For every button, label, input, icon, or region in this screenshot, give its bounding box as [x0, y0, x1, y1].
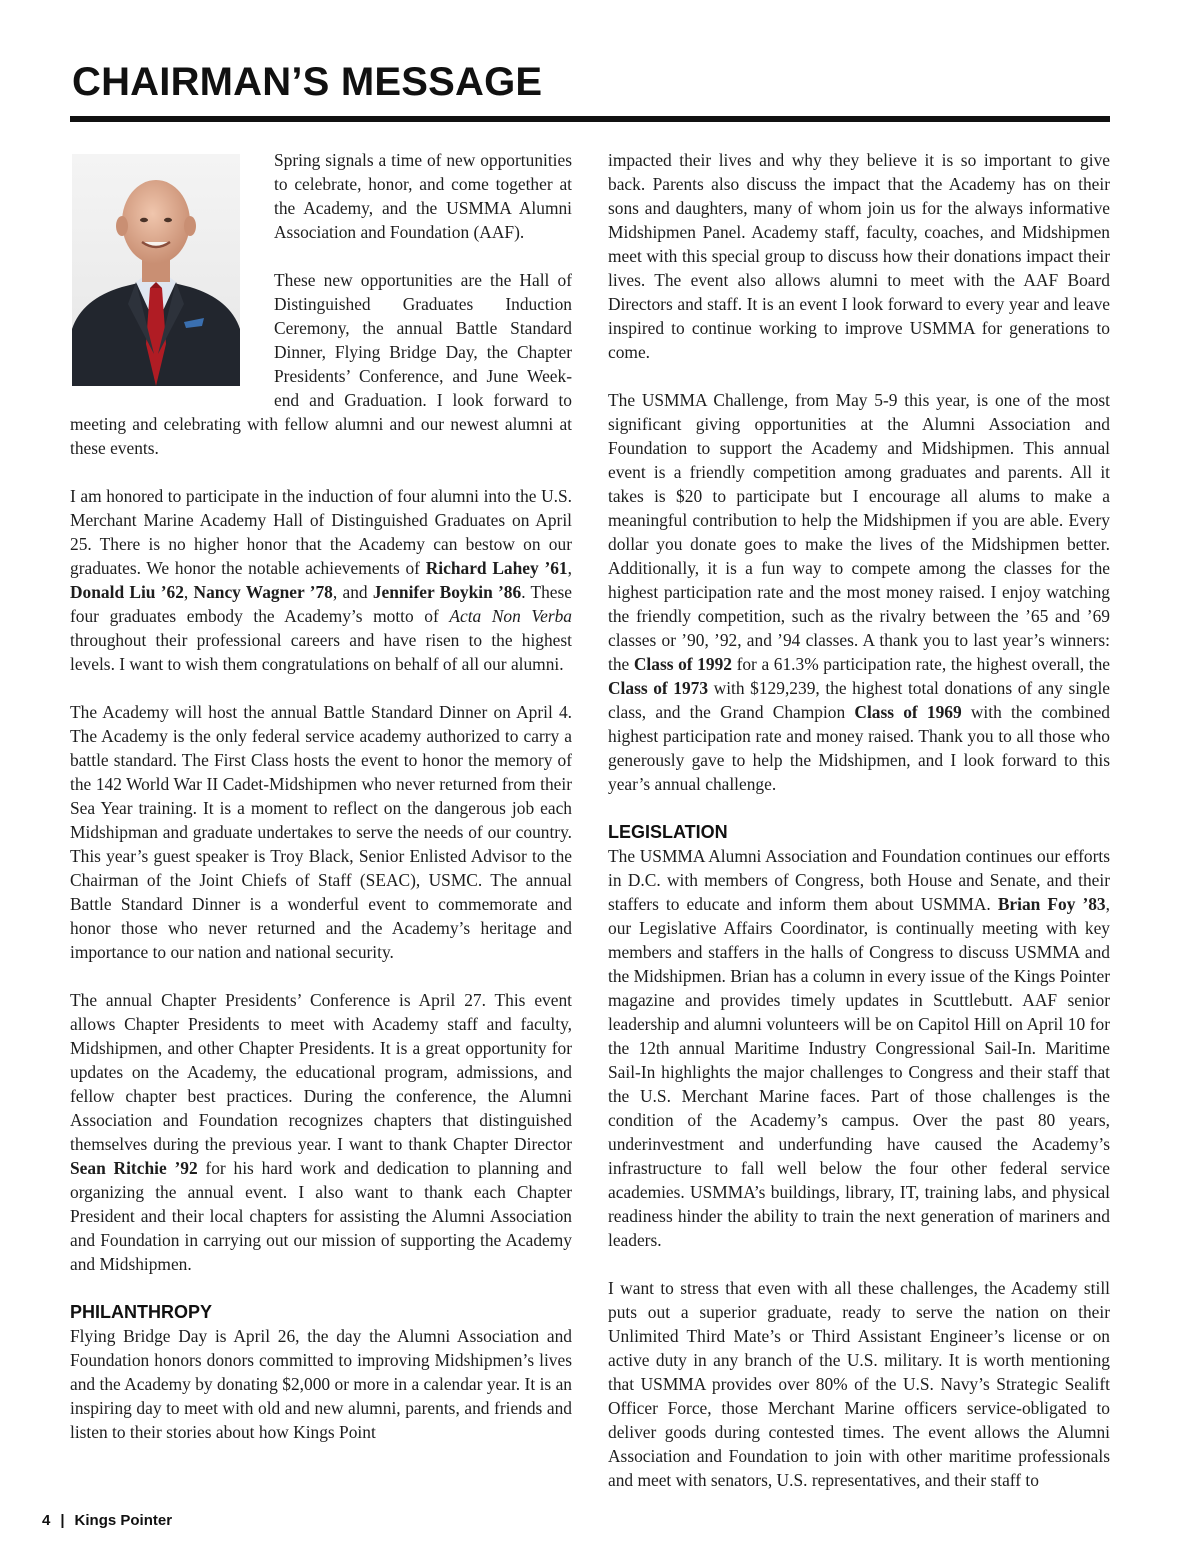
text-run: ,	[183, 582, 194, 602]
text-run: , and	[332, 582, 373, 602]
left-paragraph-flying-bridge: Flying Bridge Day is April 26, the day the Alumni Association and Foundation honors donors committed to improving Midshipmen’s lives and the Academy by donating $2,000 or more in a calendar year. It is an inspiring day to meet with old and new alumni, parents, and friends and listen to their stories about how Kings Point	[70, 1326, 572, 1442]
text-run: The USMMA Challenge, from May 5-9 this year, is one of the most significant giving opportunities at the Alumni Association and Foundation to support the Academy and Midshipmen. This annual event is a friendly competition among graduates and parents. All it takes is $20 to participate but I encourage all alums to make a meaningful contribution to help the Midshipmen if you are able. Every dollar you donate goes to make the lives of the Midshipmen better. Additionally, it is a fun way to compete among the classes for the highest participation rate and the most money raised. I enjoy watching the friendly competition, such as the rivalry between the ’65 and ’69 classes or ’90, ’92, and ’94 classes. A thank you to last year’s winners: the	[608, 390, 1110, 674]
text-run: The USMMA Alumni Association and Foundation continues our efforts in D.C. with members of Congress, both House and Senate, and their staffers to educate and inform them about USMMA.	[608, 846, 1110, 914]
text-run: . These four graduates embody the Academy’s motto of	[70, 582, 572, 626]
coordinator-name: Brian Foy ’83	[997, 894, 1106, 914]
page-number: 4	[42, 1512, 51, 1529]
text-run: for his hard work and dedication to planning and organizing the annual event. I also want to thank each Chapter President and their local chapters for assisting the Alumni Association and Foundation in carrying out our mission of supporting the Academy and Midshipmen.	[70, 1158, 572, 1274]
right-paragraph-usmma-challenge	[608, 388, 1110, 796]
left-paragraph-opportunities: These new opportunities are the Hall of Distinguished Graduates Induction Ceremony, the annual Battle Standard Dinner, Flying Bridge Day, the Chapter Presidents’ Conference, and June Week-end and Graduation. I look forward to meeting and celebrating with fellow alumni and our newest alumni at these events.	[70, 270, 572, 458]
chapter-director-name: Sean Ritchie ’92	[70, 1158, 198, 1178]
winning-class: Class of 1992	[633, 654, 732, 674]
left-paragraph-hall-of-graduates	[70, 484, 572, 676]
left-paragraph-intro: Spring signals a time of new opportunities to celebrate, honor, and come together at the Academy, and the USMMA Alumni Association and Foundation (AAF).	[274, 150, 572, 242]
honoree-name: Nancy Wagner ’78	[193, 582, 333, 602]
right-column	[608, 148, 1110, 1498]
academy-motto: Acta Non Verba	[449, 606, 572, 626]
right-paragraph-continued: impacted their lives and why they believe it is so important to give back. Parents also discuss the impact that the Academy has on their sons and daughters, many of whom join us for the always informative Midshipmen Panel. Academy staff, faculty, coaches, and Midshipmen meet with this special group to discuss how their donations impact their lives. The event also allows alumni to meet with the AAF Board Directors and staff. It is an event I look forward to every year and leave inspired to continue working to improve USMMA for generations to come.	[608, 150, 1110, 362]
winning-class: Class of 1969	[854, 702, 962, 722]
left-paragraph-battle-standard: The Academy will host the annual Battle Standard Dinner on April 4. The Academy is the only federal service academy authorized to carry a battle standard. The First Class hosts the event to honor the memory of the 142 World War II Cadet-Midshipmen who never returned from their Sea Year training. It is a moment to reflect on the dangerous job each Midshipman and graduate undertakes to serve the needs of our country. This year’s guest speaker is Troy Black, Senior Enlisted Advisor to the Chairman of the Joint Chiefs of Staff (SEAC), USMC. The annual Battle Standard Dinner is a wonderful event to commemorate and honor those who never returned and the Academy’s heritage and importance to our nation and national security.	[70, 702, 572, 962]
text-run: throughout their professional careers and have risen to the highest levels. I want to wish them congratulations on behalf of all our alumni.	[70, 630, 572, 674]
right-paragraph-legislation	[608, 844, 1110, 1252]
text-run: with the combined highest participation rate and money raised. Thank you to all those who generously gave to help the Midshipmen, and I look forward to this year’s annual challenge.	[608, 702, 1110, 794]
footer-separator: |	[60, 1512, 65, 1529]
text-run: for a 61.3% participation rate, the highest overall, the	[731, 654, 1110, 674]
page-footer	[42, 1512, 172, 1529]
section-heading-philanthropy: PHILANTHROPY	[70, 1302, 213, 1322]
section-heading-legislation: LEGISLATION	[608, 822, 728, 842]
winning-class: Class of 1973	[608, 678, 709, 698]
text-run: ,	[567, 558, 572, 578]
text-run: , our Legislative Affairs Coordinator, is continually meeting with key members and staffers in the halls of Congress to discuss USMMA and the Midshipmen. Brian has a column in every issue of the Kings Pointer magazine and provides timely updates in Scuttlebutt. AAF senior leadership and alumni volunteers will be on Capitol Hill on April 10 for the 12th annual Maritime Industry Congressional Sail-In. Maritime Sail-In highlights the major challenges to Congress and their staff that the U.S. Merchant Marine faces. Part of those challenges is the condition of the Academy’s campus. Over the past 80 years, underinvestment and underfunding have caused the Academy’s infrastructure to fall well below the four other federal service academies. USMMA’s buildings, library, IT, training labs, and physical readiness hinder the ability to train the next generation of mariners and leaders.	[608, 894, 1110, 1250]
text-run: The annual Chapter Presidents’ Conference is April 27. This event allows Chapter Presidents to meet with Academy staff and faculty, Midshipmen, and other Chapter Presidents. It is a great opportunity for updates on the Academy, the educational program, admissions, and fellow chapter best practices. During the conference, the Alumni Association and Foundation recognizes chapters that distinguished themselves during the previous year. I want to thank Chapter Director	[70, 990, 572, 1154]
honoree-name: Richard Lahey ’61	[425, 558, 568, 578]
honoree-name: Jennifer Boykin ’86	[372, 582, 522, 602]
left-column	[70, 148, 572, 1498]
portrait-photo-icon	[72, 154, 240, 386]
publication-name: Kings Pointer	[74, 1512, 173, 1529]
text-run: with $129,239, the highest total donations of any single class, and the Grand Champion	[608, 678, 1110, 722]
left-paragraph-chapter-conference	[70, 988, 572, 1276]
text-run: I am honored to participate in the induction of four alumni into the U.S. Merchant Marine Academy Hall of Distinguished Graduates on April 25. There is no higher honor that the Academy can bestow on our graduates. We honor the notable achievements of	[70, 486, 572, 578]
right-paragraph-graduates: I want to stress that even with all these challenges, the Academy still puts out a superior graduate, ready to serve the nation on their Unlimited Third Mate’s or Third Assistant Engineer’s license or on active duty in any branch of the U.S. military. It is worth mentioning that USMMA provides over 80% of the U.S. Navy’s Strategic Sealift Officer Force, those Merchant Marine officers service-obligated to deliver goods during contested times. The event allows the Alumni Association and Foundation to join with other maritime professionals and meet with senators, U.S. representatives, and their staff to	[608, 1278, 1110, 1490]
chairman-portrait-photo	[72, 154, 240, 386]
title-rule	[70, 116, 1110, 122]
page-title: CHAIRMAN’S MESSAGE	[72, 60, 543, 104]
honoree-name: Donald Liu ’62	[70, 582, 184, 602]
